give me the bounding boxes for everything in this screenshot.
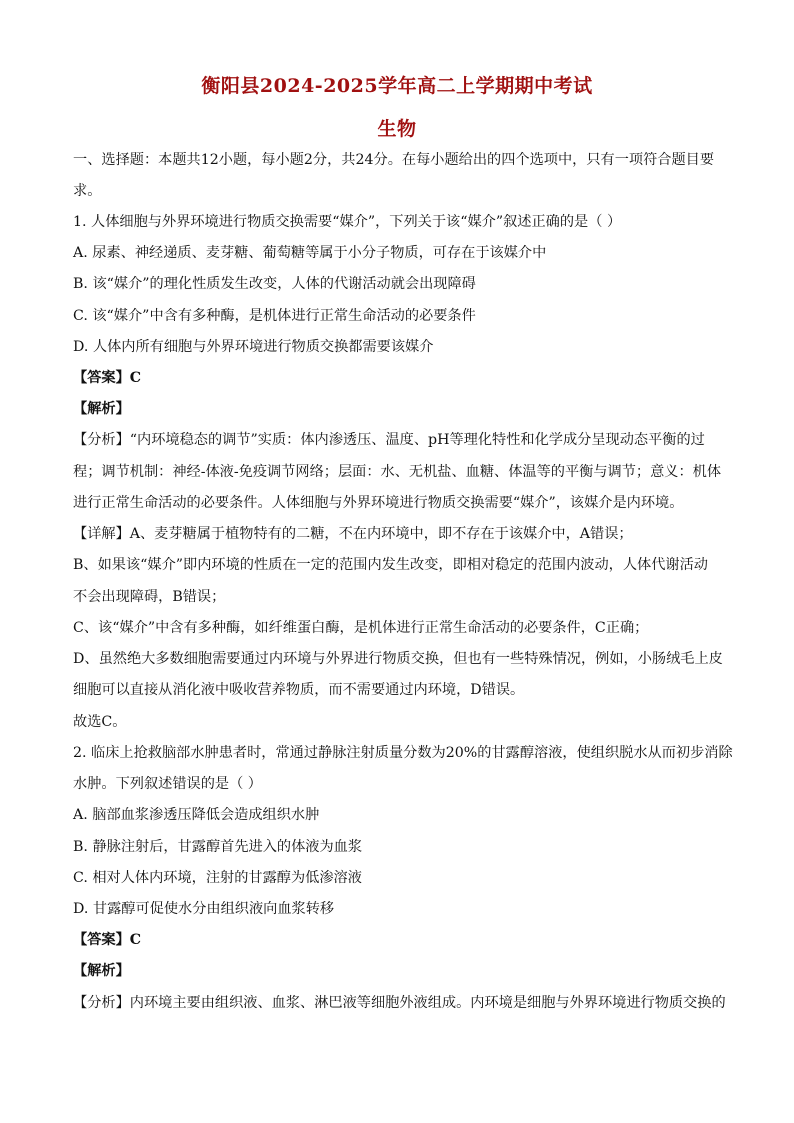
question-1-answer: 【答案】C [73, 370, 142, 386]
question-1-option-d: D. 人体内所有细胞与外界环境进行物质交换都需要该媒介 [73, 339, 434, 355]
question-1-analysis-heading: 【解析】 [73, 401, 130, 417]
question-1-option-a: A. 尿素、神经递质、麦芽糖、葡萄糖等属于小分子物质，可存在于该媒介中 [73, 245, 547, 261]
question-2-analysis-line: 【分析】内环境主要由组织液、血浆、淋巴液等细胞外液组成。内环境是细胞与外界环境进行物质交换的 [73, 995, 726, 1011]
question-1-option-c: C. 该“媒介”中含有多种酶，是机体进行正常生命活动的必要条件 [73, 308, 476, 324]
question-2-option-d: D. 甘露醇可促使水分由组织液向血浆转移 [73, 901, 335, 917]
question-1-option-b: B. 该“媒介”的理化性质发生改变，人体的代谢活动就会出现障碍 [73, 276, 476, 292]
question-2-option-a: A. 脑部血浆渗透压降低会造成组织水肿 [73, 807, 320, 823]
question-1-analysis-line: 程；调节机制：神经-体液-免疫调节网络；层面：水、无机盐、血糖、体温等的平衡与调节；意义：机体 [73, 464, 722, 480]
question-2-stem-cont: 水肿。下列叙述错误的是（ ） [73, 776, 262, 792]
section-instruction: 一、选择题：本题共12小题，每小题2分，共24分。在每小题给出的四个选项中，只有一项符合题目要 [73, 152, 715, 168]
question-1-detail-line: B、如果该“媒介”即内环境的性质在一定的范围内发生改变，即相对稳定的范围内波动，人体代谢活动 [73, 557, 708, 573]
exam-title: 衡阳县2024-2025学年高二上学期期中考试 [201, 75, 593, 97]
question-1-detail-line: 【详解】A、麦芽糖属于植物特有的二糖，不在内环境中，即不存在于该媒介中，A错误； [73, 526, 633, 542]
question-1-conclusion: 故选C。 [73, 714, 127, 730]
subject-title: 生物 [377, 118, 417, 140]
question-1-detail-line: 不会出现障碍，B错误； [73, 589, 226, 605]
question-1-detail-line: 细胞可以直接从消化液中吸收营养物质，而不需要通过内环境，D错误。 [73, 682, 525, 698]
question-1-analysis-line: 【分析】“内环境稳态的调节”实质：体内渗透压、温度、pH等理化特性和化学成分呈现动态平衡的过 [73, 432, 705, 448]
question-1-detail-line: C、该“媒介”中含有多种酶，如纤维蛋白酶，是机体进行正常生命活动的必要条件，C正确； [73, 620, 649, 636]
question-1-stem: 1. 人体细胞与外界环境进行物质交换需要“媒介”，下列关于该“媒介”叙述正确的是（ ） [73, 214, 622, 230]
question-1-detail-line: D、虽然绝大多数细胞需要通过内环境与外界进行物质交换，但也有一些特殊情况，例如，小肠绒毛上皮 [73, 651, 723, 667]
question-1-analysis-line: 进行正常生命活动的必要条件。人体细胞与外界环境进行物质交换需要“媒介”，该媒介是内环境。 [73, 495, 684, 511]
question-2-option-c: C. 相对人体内环境，注射的甘露醇为低渗溶液 [73, 870, 362, 886]
question-2-stem: 2. 临床上抢救脑部水肿患者时，常通过静脉注射质量分数为20%的甘露醇溶液，使组织脱水从而初步消除 [73, 745, 733, 761]
section-instruction-cont: 求。 [73, 183, 102, 199]
question-2-analysis-heading: 【解析】 [73, 963, 130, 979]
question-2-option-b: B. 静脉注射后，甘露醇首先进入的体液为血浆 [73, 839, 363, 855]
question-2-answer: 【答案】C [73, 932, 142, 948]
